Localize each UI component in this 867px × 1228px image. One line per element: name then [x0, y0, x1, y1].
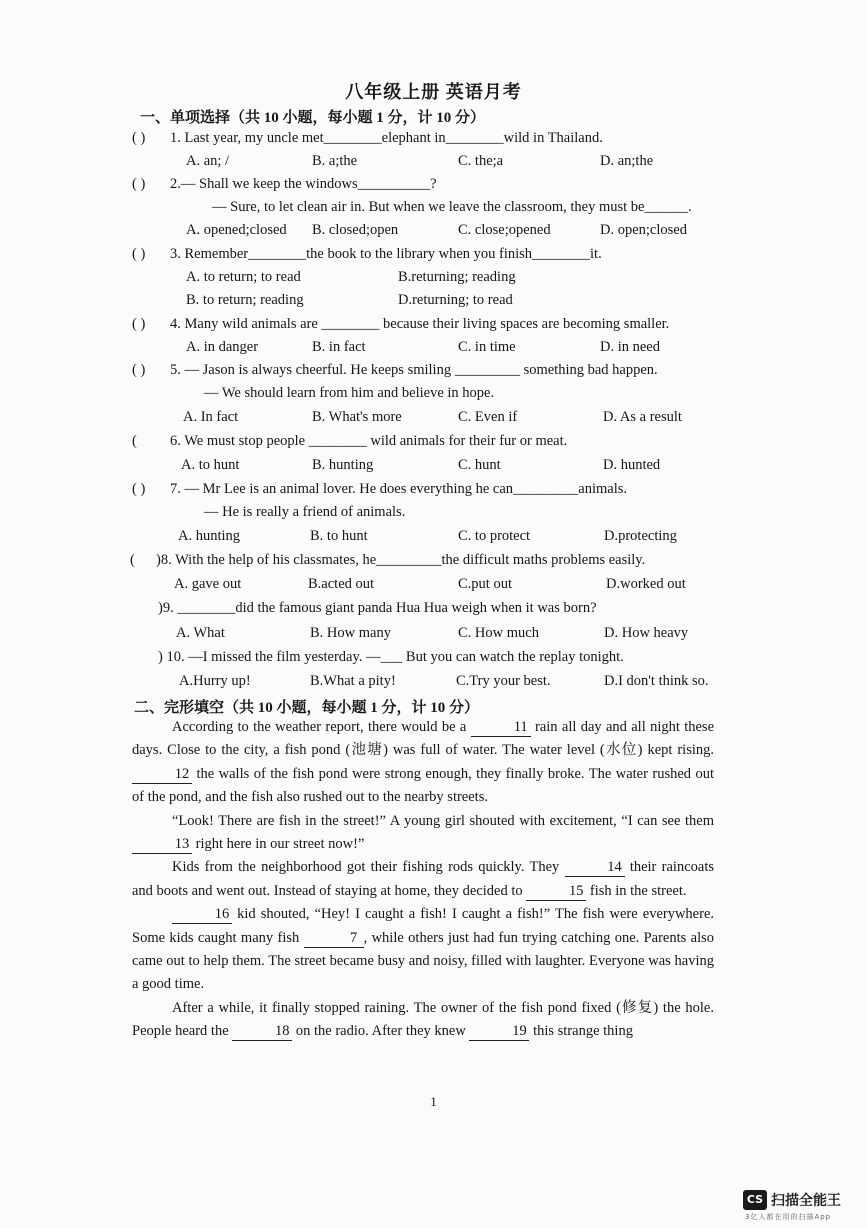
page-title: 八年级上册 英语月考 — [345, 82, 522, 102]
question-text: 1. Last year, my uncle met________elephant in________wild in Thailand. — [170, 130, 603, 146]
option-a: A.Hurry up! — [179, 673, 251, 689]
blank-16: 16 — [172, 906, 232, 924]
option-a: A. gave out — [174, 576, 242, 592]
option-b: B. in fact — [312, 339, 366, 355]
option-a: A. to return; to read — [186, 269, 301, 285]
watermark-subtitle: 3亿人都在用的扫描App — [745, 1213, 832, 1221]
option-d: D. in need — [600, 339, 660, 355]
question-text: 6. We must stop people ________ wild animals for their fur or meat. — [170, 433, 568, 449]
option-c: C. to protect — [458, 528, 531, 544]
blank-18: 18 — [232, 1023, 292, 1041]
question-2-line-2: — Sure, to let clean air in. But when we leave the classroom, they must be______. — [212, 199, 692, 215]
blank-13: 13 — [132, 836, 192, 854]
option-c: C. the;a — [458, 153, 504, 169]
option-a: A. hunting — [178, 528, 241, 544]
passage-paragraph-1: According to the weather report, there would be a 11 rain all day and all night these days. Close to the city, a fish pond (池塘) was full of water. The water level (水位) kept rising. 12 the walls of the fish pond were strong enough, they finally broke. The water rushed out of the pond, and the fish also rushed out to the nearby streets. — [132, 719, 715, 806]
camscanner-logo-icon: CS — [743, 1190, 767, 1210]
passage-paragraph-2: “Look! There are fish in the street!” A young girl shouted with excitement, “I can see them 13 right here in our street now!” — [132, 810, 714, 857]
option-d: D. open;closed — [600, 222, 687, 238]
option-b: B.acted out — [308, 576, 375, 592]
option-d: D.worked out — [606, 576, 686, 592]
answer-paren: ( ) — [132, 130, 146, 146]
option-d: D. How heavy — [604, 625, 689, 641]
option-b: B. closed;open — [312, 222, 399, 238]
passage-paragraph-4: 16 kid shouted, “Hey! I caught a fish! I caught a fish!” The fish were everywhere. Some kids caught many fish 7 , while others just had fun trying catching one. Parents also came out to help them. The street became busy and noisy, filled with laughter. Everyone was having a good time. — [132, 906, 715, 993]
option-a: A. an; / — [186, 153, 230, 169]
option-c: C.Try your best. — [456, 673, 551, 689]
option-b: B.What a pity! — [310, 673, 396, 689]
watermark-name: 扫描全能王 — [771, 1193, 841, 1209]
blank-19: 19 — [469, 1023, 529, 1041]
question-text: 3. Remember________the book to the library when you finish________it. — [170, 246, 602, 262]
question-text: ) 10. —I missed the film yesterday. —___ But you can watch the replay tonight. — [158, 649, 624, 665]
question-5 — [132, 362, 658, 379]
option-c: C. in time — [458, 339, 516, 355]
question-text: )9. ________did the famous giant panda Hua Hua weigh when it was born? — [158, 600, 597, 616]
answer-paren: ( ) — [132, 246, 146, 262]
question-2 — [132, 176, 437, 193]
question-4 — [132, 316, 669, 333]
option-d: D.returning; to read — [398, 292, 513, 308]
passage-paragraph-5: After a while, it finally stopped raining. The owner of the fish pond fixed (修复) the hole. People heard the 18 on the radio. After they knew 19 this strange thing — [132, 999, 714, 1040]
question-8 — [130, 552, 645, 569]
option-b: B. a;the — [312, 153, 358, 169]
question-9 — [158, 600, 597, 617]
question-1 — [132, 130, 603, 147]
option-a: A. to hunt — [181, 457, 240, 473]
option-b: B.returning; reading — [398, 269, 516, 285]
option-c: B. to return; reading — [186, 292, 304, 308]
option-b: B. to hunt — [310, 528, 368, 544]
option-c: C.put out — [458, 576, 512, 592]
option-a: A. opened;closed — [186, 222, 287, 238]
question-text: )8. With the help of his classmates, he_________the difficult maths problems easily. — [156, 552, 646, 568]
option-d: D.protecting — [604, 528, 677, 544]
blank-17: 7 — [304, 930, 364, 948]
cloze-passage — [132, 716, 714, 1044]
option-b: B. How many — [310, 625, 391, 641]
question-text: 7. — Mr Lee is an animal lover. He does everything he can_________animals. — [170, 481, 628, 497]
question-7-line-2: — He is really a friend of animals. — [204, 504, 406, 520]
option-c: C. hunt — [458, 457, 501, 473]
question-7 — [132, 481, 627, 498]
answer-paren: ( — [130, 552, 135, 568]
section-1-heading: 一、单项选择（共 10 小题，每小题 1 分，计 10 分） — [140, 110, 486, 126]
option-c: C. close;opened — [458, 222, 551, 238]
question-6 — [132, 433, 567, 450]
blank-12: 12 — [132, 766, 192, 784]
question-text: 4. Many wild animals are ________ because their living spaces are becoming smaller. — [170, 316, 670, 332]
option-d: D. an;the — [600, 153, 654, 169]
option-b: B. What's more — [312, 409, 402, 425]
option-a: A. In fact — [183, 409, 239, 425]
option-b: B. hunting — [312, 457, 374, 473]
answer-paren: ( ) — [132, 176, 146, 192]
section-2-heading: 二、完形填空（共 10 小题，每小题 1 分，计 10 分） — [134, 700, 480, 716]
option-d: D. hunted — [603, 457, 661, 473]
option-a: A. What — [176, 625, 225, 641]
question-3 — [132, 246, 602, 263]
option-c: C. How much — [458, 625, 539, 641]
blank-11: 11 — [471, 719, 531, 737]
passage-paragraph-3: Kids from the neighborhood got their fishing rods quickly. They 14 their raincoats and boots and went out. Instead of staying at home, they decided to 15 fish in the street. — [132, 859, 714, 899]
option-a: A. in danger — [186, 339, 259, 355]
answer-paren: ( ) — [132, 316, 146, 332]
option-c: C. Even if — [458, 409, 518, 425]
option-d: D. As a result — [603, 409, 682, 425]
question-text: 5. — Jason is always cheerful. He keeps smiling _________ something bad happen. — [170, 362, 658, 378]
question-5-line-2: — We should learn from him and believe in hope. — [204, 385, 495, 401]
answer-paren: ( — [132, 433, 137, 449]
blank-14: 14 — [565, 859, 625, 877]
option-d: D.I don't think so. — [604, 673, 709, 689]
answer-paren: ( ) — [132, 362, 146, 378]
question-text: 2.— Shall we keep the windows__________? — [170, 176, 437, 192]
question-10 — [158, 649, 624, 666]
scanner-watermark — [743, 1188, 853, 1222]
blank-15: 15 — [526, 883, 586, 901]
page-number: 1 — [430, 1094, 437, 1109]
answer-paren: ( ) — [132, 481, 146, 497]
